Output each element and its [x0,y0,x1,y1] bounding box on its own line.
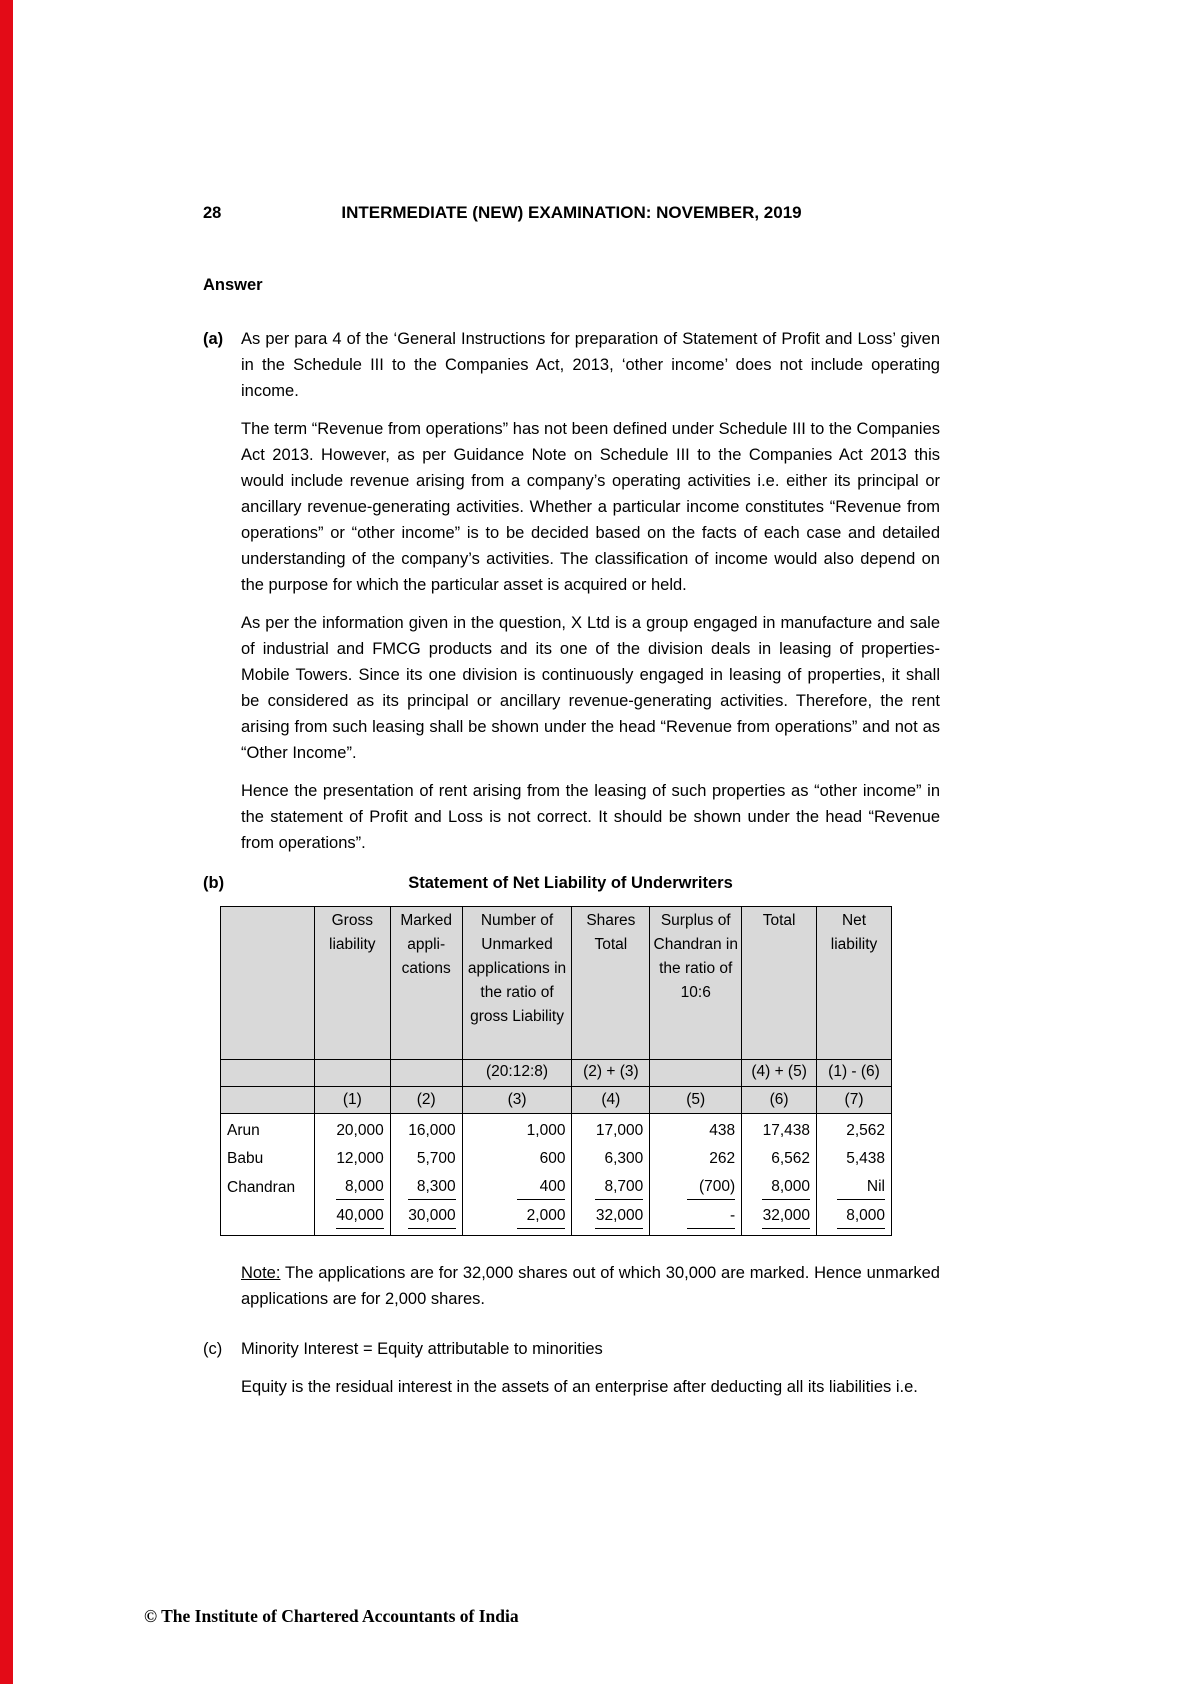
table-cell: 8,000 [742,1173,817,1202]
table-cell: (20:12:8) [462,1060,572,1087]
table-cell: 40,000 [314,1202,390,1236]
table-cell [390,1060,462,1087]
section-b [203,870,940,896]
table-cell: Marked appli-cations [390,907,462,1060]
section-c-body [241,1336,940,1400]
section-a-body [241,326,940,856]
table-cell: 6,562 [742,1145,817,1173]
table-cell: Babu [221,1145,315,1173]
table-cell [221,1087,315,1114]
table-cell: (2) + (3) [572,1060,650,1087]
table-header-row [221,907,892,1060]
table-cell [650,1060,742,1087]
page-number: 28 [203,204,222,222]
table-cell: (4) + (5) [742,1060,817,1087]
header-title: INTERMEDIATE (NEW) EXAMINATION: NOVEMBER, 2019 [341,203,802,222]
section-a-label: (a) [203,330,224,348]
table-cell [221,907,315,1060]
underwriters-table [220,906,892,1236]
paragraph: The term “Revenue from operations” has not been defined under Schedule III to the Companies Act 2013. However, as per Guidance Note on Schedule III to the Companies Act 2013 this would include revenue arising from a company’s operating activities i.e. either its principal or ancillary revenue-generating activities. Whether a particular income constitutes “Revenue from operations” or “other income” is to be decided based on the facts of each case and detailed understanding of the company’s activities. The classification of income would also depend on the purpose for which the particular asset is acquired or held. [241,420,940,594]
table-cell: 438 [650,1114,742,1146]
table-cell: Shares Total [572,907,650,1060]
answer-heading: Answer [203,276,263,294]
section-c [203,1336,940,1400]
table-cell: Surplus of Chandran in the ratio of 10:6 [650,907,742,1060]
table-row [221,1114,892,1146]
table-cell: 1,000 [462,1114,572,1146]
table-total-row [221,1202,892,1236]
table-cell: 5,700 [390,1145,462,1173]
table-cell: Total [742,907,817,1060]
table-cell: 8,000 [817,1202,892,1236]
table-cell: 16,000 [390,1114,462,1146]
paragraph: Hence the presentation of rent arising from the leasing of such properties as “other income” in the statement of Profit and Loss is not correct. It should be shown under the head “Revenue from operations”. [241,782,940,852]
table-cell: Net liability [817,907,892,1060]
table-cell: 12,000 [314,1145,390,1173]
table-cell: (1) - (6) [817,1060,892,1087]
table-cell: 262 [650,1145,742,1173]
table-cell: Number of Unmarked applications in the ratio of gross Liability [462,907,572,1060]
table-cell: Gross liability [314,907,390,1060]
table-cell: - [650,1202,742,1236]
table-cell: (5) [650,1087,742,1114]
page-header [203,200,940,226]
table-row [221,1145,892,1173]
table-cell [221,1060,315,1087]
table-cell: 32,000 [572,1202,650,1236]
table-cell: (3) [462,1087,572,1114]
table-cell: 5,438 [817,1145,892,1173]
table-note [241,1260,940,1312]
note-text: The applications are for 32,000 shares out of which 30,000 are marked. Hence unmarked applications are for 2,000 shares. [241,1264,940,1308]
red-edge-stripe [0,0,13,1684]
table-cell: Arun [221,1114,315,1146]
table-cell: 17,438 [742,1114,817,1146]
table-cell: Nil [817,1173,892,1202]
table-cell: Chandran [221,1173,315,1202]
table-cell: 8,700 [572,1173,650,1202]
table-cell: 32,000 [742,1202,817,1236]
section-b-label: (b) [203,874,225,892]
table-cell: 2,000 [462,1202,572,1236]
copyright-footer: © The Institute of Chartered Accountants of India [144,1606,519,1626]
table-cell: 17,000 [572,1114,650,1146]
table-cell: 8,000 [314,1173,390,1202]
paragraph: As per para 4 of the ‘General Instructions for preparation of Statement of Profit and Loss’ given in the Schedule III to the Companies Act, 2013, ‘other income’ does not include operating income. [241,330,940,400]
table-cell: (7) [817,1087,892,1114]
table-formula-row [221,1060,892,1087]
table-cell: 2,562 [817,1114,892,1146]
section-a [203,326,940,856]
table-title: Statement of Net Liability of Underwriters [408,874,733,892]
table-cell: 400 [462,1173,572,1202]
table-column-number-row [221,1087,892,1114]
table-cell: (6) [742,1087,817,1114]
table-cell: (2) [390,1087,462,1114]
table-row [221,1173,892,1202]
table-cell: 6,300 [572,1145,650,1173]
table-cell: 600 [462,1145,572,1173]
table-cell: (4) [572,1087,650,1114]
section-c-label: (c) [203,1340,223,1358]
note-label: Note: [241,1264,281,1282]
paragraph: Equity is the residual interest in the assets of an enterprise after deducting all its liabilities i.e. [241,1378,918,1396]
table-cell: (700) [650,1173,742,1202]
paragraph: Minority Interest = Equity attributable to minorities [241,1340,603,1358]
section-b-body [241,870,940,896]
table-cell [314,1060,390,1087]
paragraph: As per the information given in the question, X Ltd is a group engaged in manufacture and sale of industrial and FMCG products and its one of the division deals in leasing of properties- Mobile Towers. Since its one division is continuously engaged in leasing of properties, it shall be considered as its principal or ancillary revenue-generating activities. Therefore, the rent arising from such leasing shall be shown under the head “Revenue from operations” and not as “Other Income”. [241,614,940,762]
table-cell: 20,000 [314,1114,390,1146]
table-cell [221,1202,315,1236]
table-cell: 30,000 [390,1202,462,1236]
table-cell: 8,300 [390,1173,462,1202]
page-content [203,0,940,1400]
table-cell: (1) [314,1087,390,1114]
